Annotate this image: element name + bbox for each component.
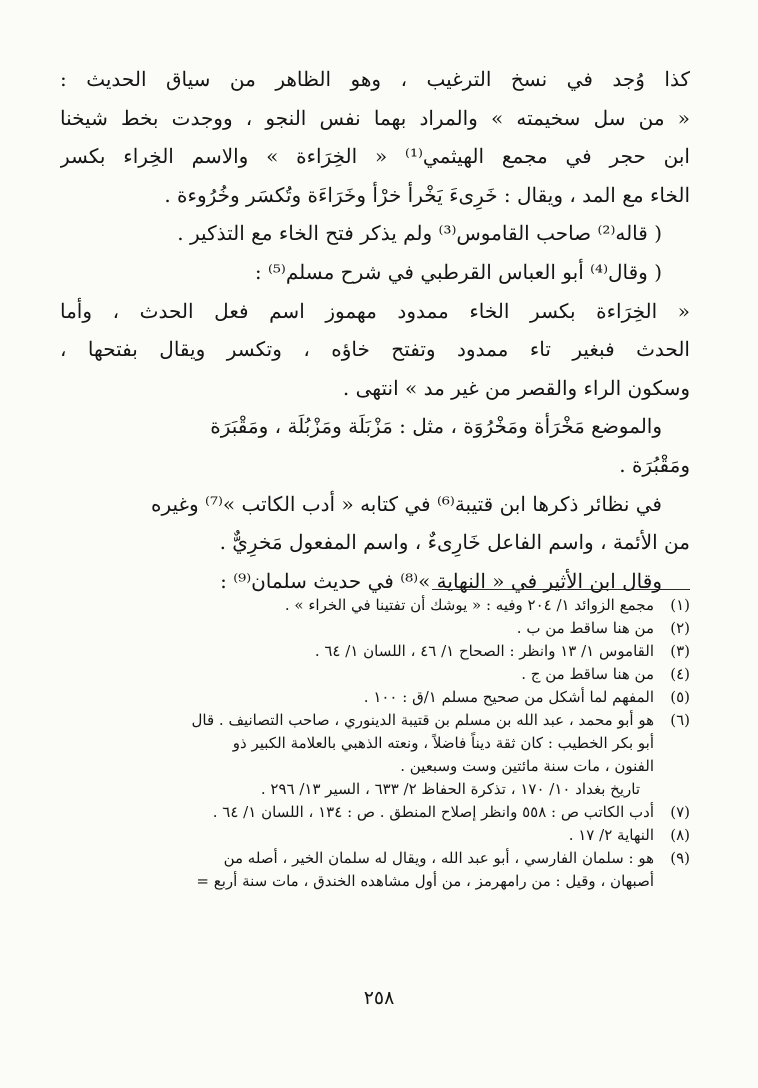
footnote-number: (٨): [670, 826, 690, 844]
footnote: [60, 709, 690, 801]
footnote: [60, 847, 690, 893]
footnote-text: [60, 686, 654, 709]
text-line: الخاء مع المد ، ويقال : خَرِىءَ يَخْرأ خرْأ وخَرَاءَة وتُكسَر وخُرُوءة .: [164, 182, 690, 207]
text-line: ( وقال⁽⁴⁾ أبو العباس القرطبي في شرح مسلم⁽⁵⁾ :: [254, 259, 662, 284]
footnote-text: [60, 663, 654, 686]
footnote: [60, 617, 690, 640]
footnote-number: (٥): [670, 688, 690, 706]
footnote: [60, 801, 690, 824]
footnote-line: تاريخ بغداد ١٠/ ١٧٠ ، تذكرة الحفاظ ٢/ ٦٣٣ ، السير ١٣/ ٢٩٦ .: [260, 780, 640, 798]
footnote-divider: [432, 589, 690, 590]
footnote-text: [60, 594, 654, 617]
footnote-number: (٦): [670, 711, 690, 729]
main-text: [60, 60, 690, 600]
footnote-number: (١): [670, 596, 690, 614]
footnote-line: القاموس ١/ ١٣ وانظر : الصحاح ١/ ٤٦ ، اللسان ١/ ٦٤ .: [314, 642, 654, 660]
page-number: ٢٥٨: [363, 987, 395, 1009]
footnote: [60, 663, 690, 686]
footnote: [60, 686, 690, 709]
footnote-number: (٣): [670, 642, 690, 660]
footnote-line: هو أبو محمد ، عبد الله بن مسلم بن قتيبة الدينوري ، صاحب التصانيف . قال: [191, 711, 654, 729]
footnote-number: (٧): [670, 803, 690, 821]
footnote-line: من هنا ساقط من ج .: [521, 665, 654, 683]
footnote-line: أصبهان ، وقيل : من رامهرمز ، من أول مشاهده الخندق ، مات سنة أربع =: [196, 872, 654, 890]
text-line: ( قاله⁽²⁾ صاحب القاموس⁽³⁾ ولم يذكر فتح الخاء مع التذكير .: [177, 221, 662, 246]
text-line: « من سل سخيمته » والمراد بهما نفس النجو ، ووجدت بخط شيخنا: [60, 105, 690, 130]
text-line: وقال ابن الأثير في « النهاية »⁽⁸⁾ في حديث سلمان⁽⁹⁾ :: [220, 568, 662, 593]
footnote-line: المفهم لما أشكل من صحيح مسلم ١/ق : ١٠٠ .: [363, 688, 654, 706]
footnote-text: [60, 617, 654, 640]
footnote-text: [60, 709, 654, 801]
footnote-line: الفنون ، مات سنة مائتين وست وسبعين .: [400, 757, 654, 775]
footnote-line: هو : سلمان الفارسي ، أبو عبد الله ، ويقال له سلمان الخير ، أصله من: [223, 849, 654, 867]
text-line: من الأئمة ، واسم الفاعل خَارِىءٌ ، واسم المفعول مَخرِيٌّ .: [219, 530, 690, 555]
footnote-text: [60, 847, 654, 893]
footnote-line: أدب الكاتب ص : ٥٥٨ وانظر إصلاح المنطق . ص : ١٣٤ ، اللسان ١/ ٦٤ .: [212, 803, 654, 821]
text-line: والموضع مَخْرَأة ومَخْرُوَة ، مثل : مَزْبَلَة ومَزْبُلَة ، ومَقْبَرَة: [210, 414, 662, 439]
footnote-number: (٩): [670, 849, 690, 867]
footnote-number: (٢): [670, 619, 690, 637]
text-line: « الخِرَاءة بكسر الخاء ممدود مهموز اسم فعل الحدث ، وأما: [60, 298, 690, 323]
footnote-text: [60, 640, 654, 663]
text-line: في نظائر ذكرها ابن قتيبة⁽⁶⁾ في كتابه « أدب الكاتب »⁽⁷⁾ وغيره: [151, 491, 662, 516]
footnote-line: مجمع الزوائد ١/ ٢٠٤ وفيه : « يوشك أن تفتينا في الخراء » .: [284, 596, 654, 614]
footnote-text: [60, 824, 654, 847]
footnote-line: من هنا ساقط من ب .: [516, 619, 654, 637]
footnote-line: النهاية ٢/ ١٧ .: [568, 826, 654, 844]
footnote: [60, 824, 690, 847]
text-line: ابن حجر في مجمع الهيثمي⁽¹⁾ « الخِرَاءة » والاسم الخِراء بكسر: [60, 144, 690, 169]
footnote-text: [60, 801, 654, 824]
text-line: كذا وُجد في نسخ الترغيب ، وهو الظاهر من سياق الحديث :: [60, 67, 690, 91]
footnote-number: (٤): [670, 665, 690, 683]
text-line: الحدث فبغير تاء ممدود وتفتح خاؤه ، وتكسر ويقال بفتحها ،: [60, 337, 690, 362]
footnote: [60, 640, 690, 663]
text-line: ومَقْبُرَة .: [619, 452, 690, 477]
footnotes: [60, 594, 690, 893]
footnote-line: أبو بكر الخطيب : كان ثقة ديناً فاضلاً ، ونعته الذهبي بالعلامة الكبير ذو: [232, 734, 654, 752]
footnote: [60, 594, 690, 617]
text-line: وسكون الراء والقصر من غير مد » انتهى .: [342, 375, 690, 400]
